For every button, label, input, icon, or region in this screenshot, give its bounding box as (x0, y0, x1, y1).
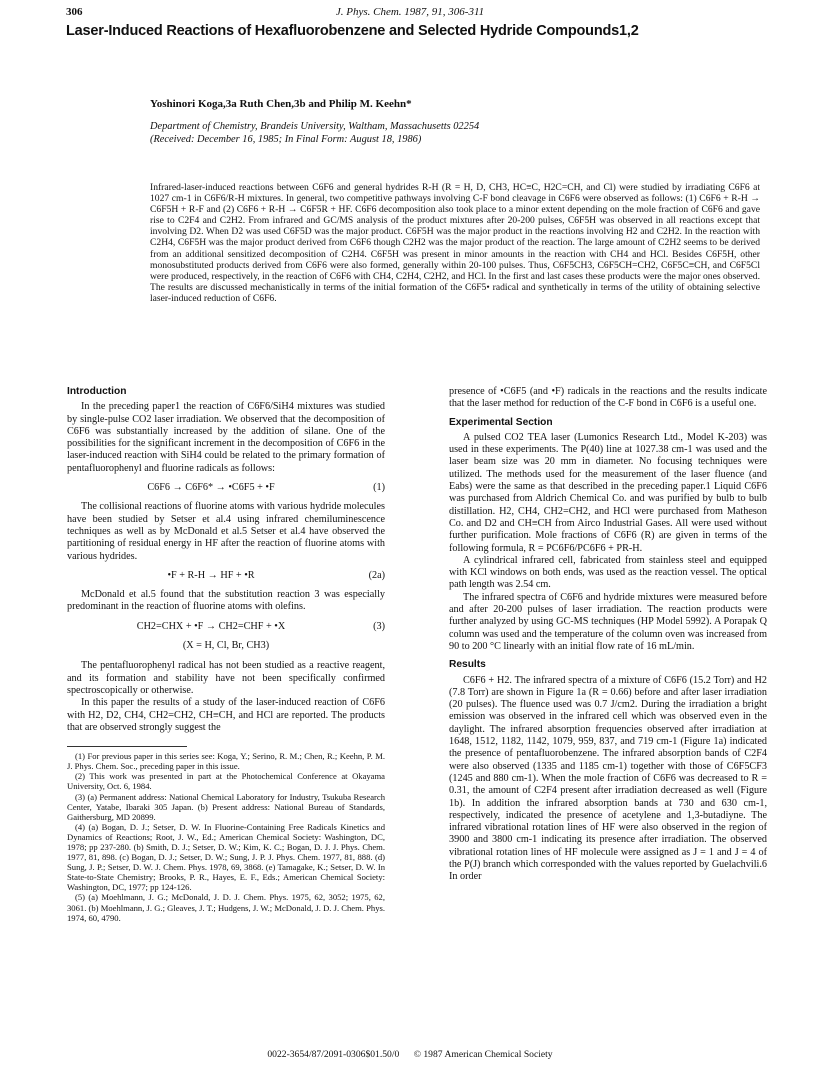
copyright-notice: © 1987 American Chemical Society (413, 1049, 553, 1060)
footnote: (2) This work was presented in part at the Photochemical Conference at Okayama University, Oct. 6, 1984. (67, 771, 385, 792)
received-dates: (Received: December 16, 1985; In Final Form: August 18, 1986) (150, 134, 422, 145)
equation-number: (3) (373, 620, 385, 632)
footnote: (4) (a) Bogan, D. J.; Setser, D. W. In Fluorine-Containing Free Radicals Kinetics and Dynamics of Reactions; Root, J. W., Ed.; American Chemical Society: Washington, DC, 1978; pp 237-280. (b) Smith, D. J.; Setser, D. W.; Kim, K. C.; Bogan, D. J. J. Phys. Chem. 1977, 81, 898. (c) Bogan, D. J.; Setser, D. W.; Sung, J. P. J. Phys. Chem. 1977, 81, 888. (d) Sung, J. P.; Setser, D. W. J. Chem. Phys. 1978, 69, 3868. (e) Tamagake, K.; Setser, D. W. In State-to-State Chemistry; Brooks, P. R., Hayes, E. F., Eds.; American Chemical Society: Washington, DC, 1977; pp 124-126. (67, 821, 385, 893)
equation-condition: (X = H, Cl, Br, CH3) (182, 640, 270, 652)
affiliation-block (150, 120, 479, 146)
paragraph: The pentafluorophenyl radical has not been studied as a reactive reagent, and its formation and stability have not been specifically confirmed spectroscopically or otherwise. (67, 660, 385, 696)
footnote: (5) (a) Moehlmann, J. G.; McDonald, J. D. J. Chem. Phys. 1975, 62, 3052; 1975, 62, 3061. (b) Moehlmann, J. G.; Gleaves, J. T.; Hudgens, J. W.; McDonald, J. D. J. Chem. Phys. 1974, 60, 4790. (67, 892, 385, 923)
journal-citation: J. Phys. Chem. 1987, 91, 306-311 (335, 6, 485, 18)
section-heading-results: Results (449, 659, 486, 671)
article-title: Laser-Induced Reactions of Hexafluorobenzene and Selected Hydride Compounds1,2 (66, 23, 639, 39)
equation-1 (67, 482, 385, 494)
article-code: 0022-3654/87/2091-0306$01.50/0 (267, 1049, 400, 1060)
paragraph: A cylindrical infrared cell, fabricated from stainless steel and equipped with KCl windows on both ends, was used as the reaction vessel. The optical path length was 2.54 cm. (449, 554, 767, 591)
right-column (449, 386, 767, 884)
footnote: (3) (a) Permanent address: National Chemical Laboratory for Industry, Tsukuba Research Center, Yatabe, Ibaraki 305 Japan. (b) Present address: National Bureau of Standards, Gaithersburg, MD 20899. (67, 791, 385, 822)
page-footer (0, 1049, 820, 1060)
paragraph: A pulsed CO2 TEA laser (Lumonics Research Ltd., Model K-203) was used in these experiments. The P(40) line at 1027.38 cm-1 was used and the laser beam size was 20 mm in diameter. No focusing techniques were utilized. The methods used for the measurement of the laser fluence (and Eabs) were the same as that described in the preceding paper.1 Liquid C6F6 was purchased from Aldrich Chemical Co. and was purified by bulb to bulb distillation. H2, CH4, CH2=CH2, and HCl were purchased from Matheson Co. and D2 and CH≡CH from Airco Industrial Gases. All were used without further purification. Mole fractions of C6F6 (R) are given in terms of the following formula, R = PC6F6/PC6F6 + PR-H. (449, 431, 767, 554)
footnote: (1) For previous paper in this series see: Koga, Y.; Serino, R. M.; Chen, R.; Keehn, P. M. J. Phys. Chem. Soc., preceding paper in this issue. (67, 751, 385, 772)
footnotes (67, 751, 385, 923)
abstract: Infrared-laser-induced reactions between C6F6 and general hydrides R-H (R = H, D, CH3, HC≡C, H2C=CH, and Cl) were studied by irradiating C6F6 at 1027 cm-1 in C6F6/R-H mixtures. In general, two competitive pathways involving C-F bond cleavage in C6F6 were observed as follows: (1) C6F6 + R-H → C6F5H + R-F and (2) C6F6 + R-H → C6F5R + HF. C6F6 decomposition also took place to a minor extent depending on the mole fraction of C6F6 and gave rise to C2F4 and C2H2. From infrared and GC/MS analysis of the product mixtures after 20-200 pulses, C6F5H was observed in all reactions except that involving D2. When D2 was used C6F5D was the major product. C6F5H was the major product in the reactions involving H2 and C2H2. In the reaction with C2H4, C6F5H was the major product derived from C6F6 though C2H2 was the major product of the reaction. The large amount of C2H2 seems to be derived from an additional sensitized decomposition of C2H4. C6F5H was present in minor amounts in the reaction with CH4 and HCl. Besides C6F5H, other monosubstituted products derived from C6F6 were also formed, generally within 20-100 pulses. Thus, C6F5CH3, C6F5CH=CH2, C6F5C≡CH, and C6F5Cl were produced, respectively, in the reaction of C6F6 with CH4, C2H4, C2H2, and HCl. In the first and last cases these products were the major ones observed. The results are discussed mechanistically in terms of the initial formation of the C6F5• radical and synthetically in terms of the utility of obtaining selective laser-induced reduction of C6F6. (150, 182, 760, 304)
section-heading-experimental: Experimental Section (449, 416, 553, 428)
footnote-divider (67, 746, 187, 747)
page-number: 306 (66, 6, 83, 18)
paragraph: McDonald et al.5 found that the substitution reaction 3 was especially predominant in the reaction of fluorine atoms with olefins. (67, 589, 385, 613)
equation-text: CH2=CHX + •F → CH2=CHF + •X (136, 620, 286, 632)
equation-text: C6F6 → C6F6* → •C6F5 + •F (147, 482, 275, 494)
equation-text: •F + R-H → HF + •R (167, 569, 255, 581)
left-column (67, 386, 385, 923)
equation-number: (2a) (368, 569, 385, 581)
paragraph: The infrared spectra of C6F6 and hydride mixtures were measured before and after 20-200 pulses of laser irradiation. The reaction products were further analyzed by using GC-MS techniques (HP Model 5992). A Porapak Q column was used and the temperature of the column oven was increased from 90 to 200 °C linearly with an initial flow rate of 16 mL/min. (449, 591, 767, 652)
equation-2a (67, 570, 385, 582)
paragraph: In the preceding paper1 the reaction of C6F6/SiH4 mixtures was studied by single-pulse CO2 laser irradiation. We observed that the decomposition of C6F6 was substantially increased by the addition of silane. One of the possibilities for the significant increment in the decomposition of C6F6 in the laser-induced reaction with SiH4 could be related to the primary formation of pentafluorophenyl and fluorine radicals as follows: (67, 401, 385, 474)
paragraph: The collisional reactions of fluorine atoms with various hydride molecules have been studied by Setser et al.4 using infrared chemiluminescence techniques as well as by McDonald et al.5 Setser et al.4 have observed the partitioning of residual energy in HF after the reaction of fluorine atoms with various hydrides. (67, 501, 385, 562)
paragraph: C6F6 + H2. The infrared spectra of a mixture of C6F6 (15.2 Torr) and H2 (7.8 Torr) are shown in Figure 1a (R = 0.66) before and after laser irradiation (20 pulses). The fluence used was 0.7 J/cm2. During the irradiation a bright emission was observed in the infrared cell which was observed even in the daylight. The infrared absorption frequencies observed after irradiation at 1648, 1512, 1182, 1142, 1079, 959, 837, and 719 cm-1 (Figure 1a) indicated the presence of pentafluorobenzene. The infrared absorption bands of C2F4 were also observed (1335 and 1185 cm-1) together with those of C6F5CF3 (1245 and 880 cm-1). When the mole fraction of C6F6 was decreased to R = 0.31, the amount of C2F4 present after irradiation decreased as well (Figure 1b). In addition the infrared absorption bands at 730 and 630 cm-1, respectively, indicated the presence of acetylene and 1,3-butadiyne. The infrared vibrational rotation lines of HF were also observed in the region of 3900 and 3800 cm-1 indicating its presence after irradiation. The observed vibrational rotation lines of HF molecule were assigned as J = 1 and J = 4 of the P(J) branch which corresponded with the values reported by Guelachvili.6 In order (449, 674, 767, 883)
equation-3 (67, 621, 385, 633)
equation-number: (1) (373, 482, 385, 494)
paragraph: In this paper the results of a study of the laser-induced reaction of C6F6 with H2, D2, CH4, CH2=CH2, CH≡CH, and HCl are reported. The products that are observed strongly suggest the (67, 697, 385, 733)
paragraph: presence of •C6F5 (and •F) radicals in the reactions and the results indicate that the laser method for reduction of the C-F bond in C6F6 is a useful one. (449, 386, 767, 410)
affiliation: Department of Chemistry, Brandeis University, Waltham, Massachusetts 02254 (150, 121, 480, 132)
author-list: Yoshinori Koga,3a Ruth Chen,3b and Philip M. Keehn* (150, 98, 412, 110)
section-heading-introduction: Introduction (67, 386, 127, 397)
running-header (66, 6, 754, 20)
